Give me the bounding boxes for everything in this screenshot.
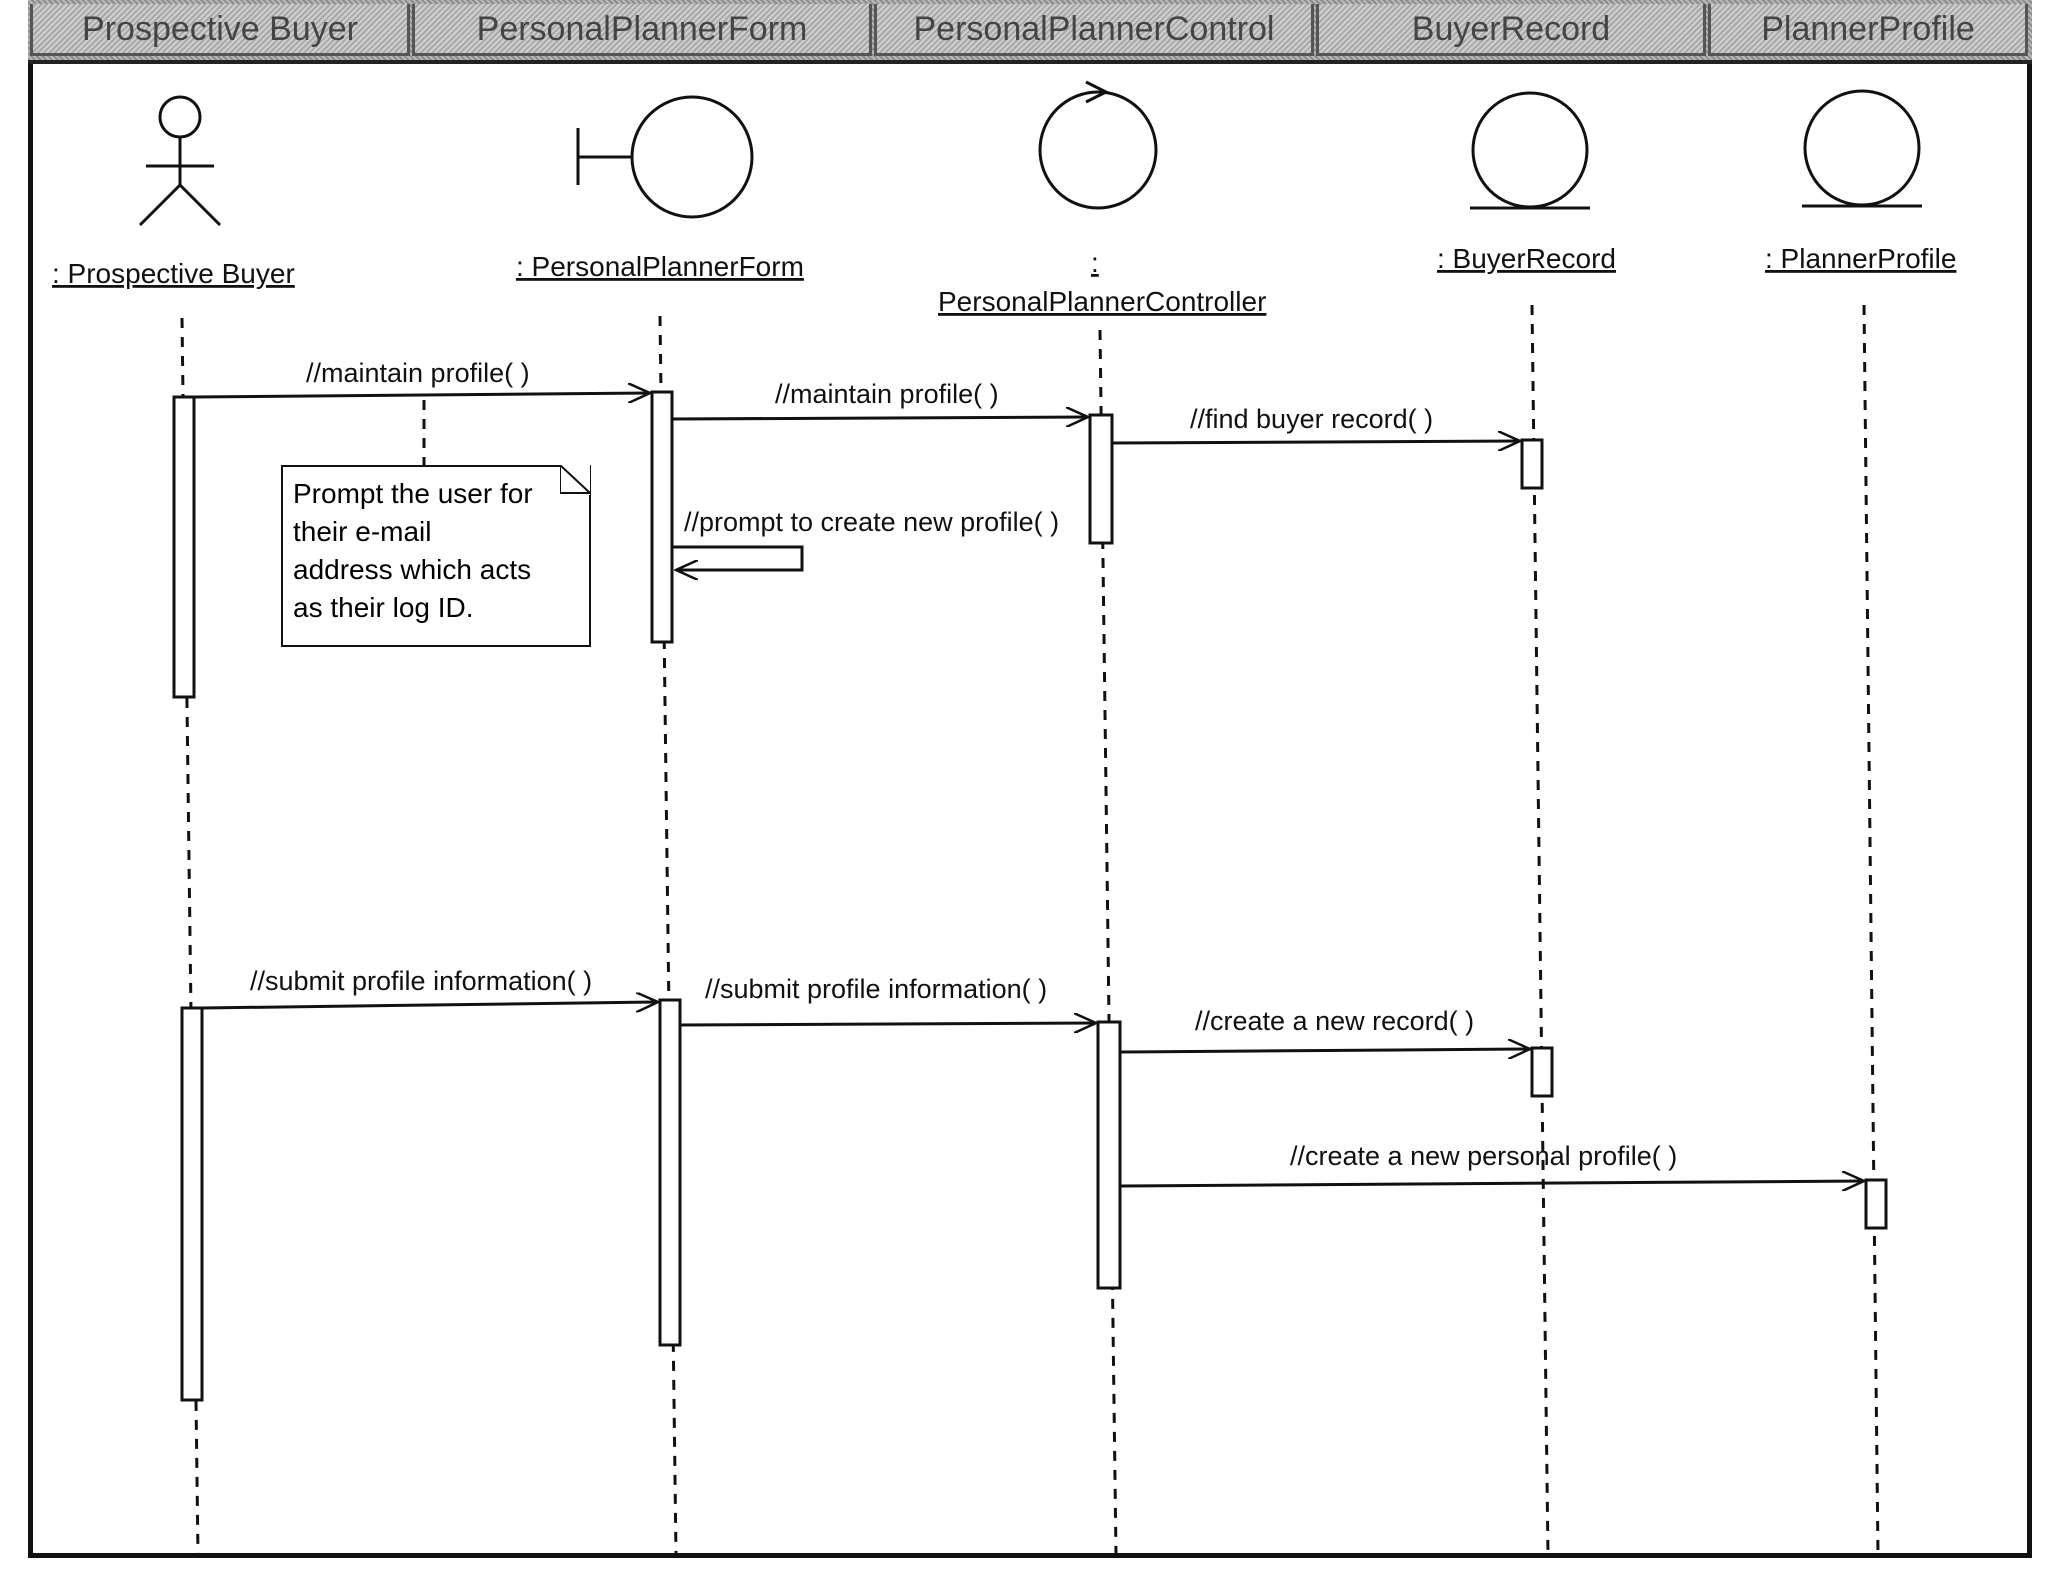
lifeline-label-personal-planner-controller: PersonalPlannerController	[938, 286, 1267, 317]
message-arrow	[672, 417, 1088, 419]
lifeline-label-personal-planner-form: : PersonalPlannerForm	[516, 251, 804, 282]
message-arrow	[1120, 1181, 1864, 1186]
message-label: //maintain profile( )	[306, 358, 530, 388]
message-arrow	[1112, 441, 1520, 443]
boundary-icon	[578, 97, 752, 217]
message-arrow	[194, 393, 650, 397]
lifeline-label-controller-prefix: :	[1091, 247, 1099, 278]
tab-personal-planner-form[interactable]: PersonalPlannerForm	[412, 4, 872, 56]
activation-bar	[652, 392, 672, 642]
lifeline-planner-profile	[1864, 305, 1878, 1555]
message-label: //submit profile information( )	[250, 966, 593, 996]
message-label: //create a new personal profile( )	[1290, 1141, 1678, 1171]
message-label: //find buyer record( )	[1190, 404, 1434, 434]
lifeline-label-planner-profile: : PlannerProfile	[1765, 243, 1957, 274]
activation-bar	[660, 1000, 680, 1345]
note-corner-icon	[560, 465, 590, 495]
entity-icon	[1470, 93, 1590, 208]
entity-icon	[1802, 91, 1922, 206]
message-label: //submit profile information( )	[705, 974, 1048, 1004]
self-message-arrow	[672, 547, 802, 570]
activation-bar	[182, 1008, 202, 1400]
activation-bar	[1866, 1180, 1886, 1228]
tab-personal-planner-control[interactable]: PersonalPlannerControl	[874, 4, 1314, 56]
message-label: //create a new record( )	[1195, 1006, 1475, 1036]
lifeline-label-prospective-buyer: : Prospective Buyer	[52, 258, 295, 289]
note-box: Prompt the user for their e-mail address which acts as their log ID.	[281, 465, 591, 647]
message-arrow	[680, 1023, 1096, 1025]
activation-bar	[1532, 1048, 1552, 1096]
message-arrow	[202, 1002, 658, 1008]
message-arrow	[1120, 1049, 1530, 1052]
tab-buyer-record[interactable]: BuyerRecord	[1316, 4, 1706, 56]
activation-bar	[1090, 415, 1112, 543]
message-label: //prompt to create new profile( )	[684, 507, 1060, 537]
lifeline-buyer-record	[1532, 305, 1548, 1555]
control-icon	[1040, 82, 1156, 208]
tab-prospective-buyer[interactable]: Prospective Buyer	[30, 4, 410, 56]
activation-bar	[1098, 1022, 1120, 1288]
activation-bar	[174, 397, 194, 697]
activation-bar	[1522, 440, 1542, 488]
tab-planner-profile[interactable]: PlannerProfile	[1708, 4, 2028, 56]
actor-icon	[140, 97, 220, 225]
lifeline-label-buyer-record: : BuyerRecord	[1437, 243, 1616, 274]
message-label: //maintain profile( )	[775, 379, 999, 409]
